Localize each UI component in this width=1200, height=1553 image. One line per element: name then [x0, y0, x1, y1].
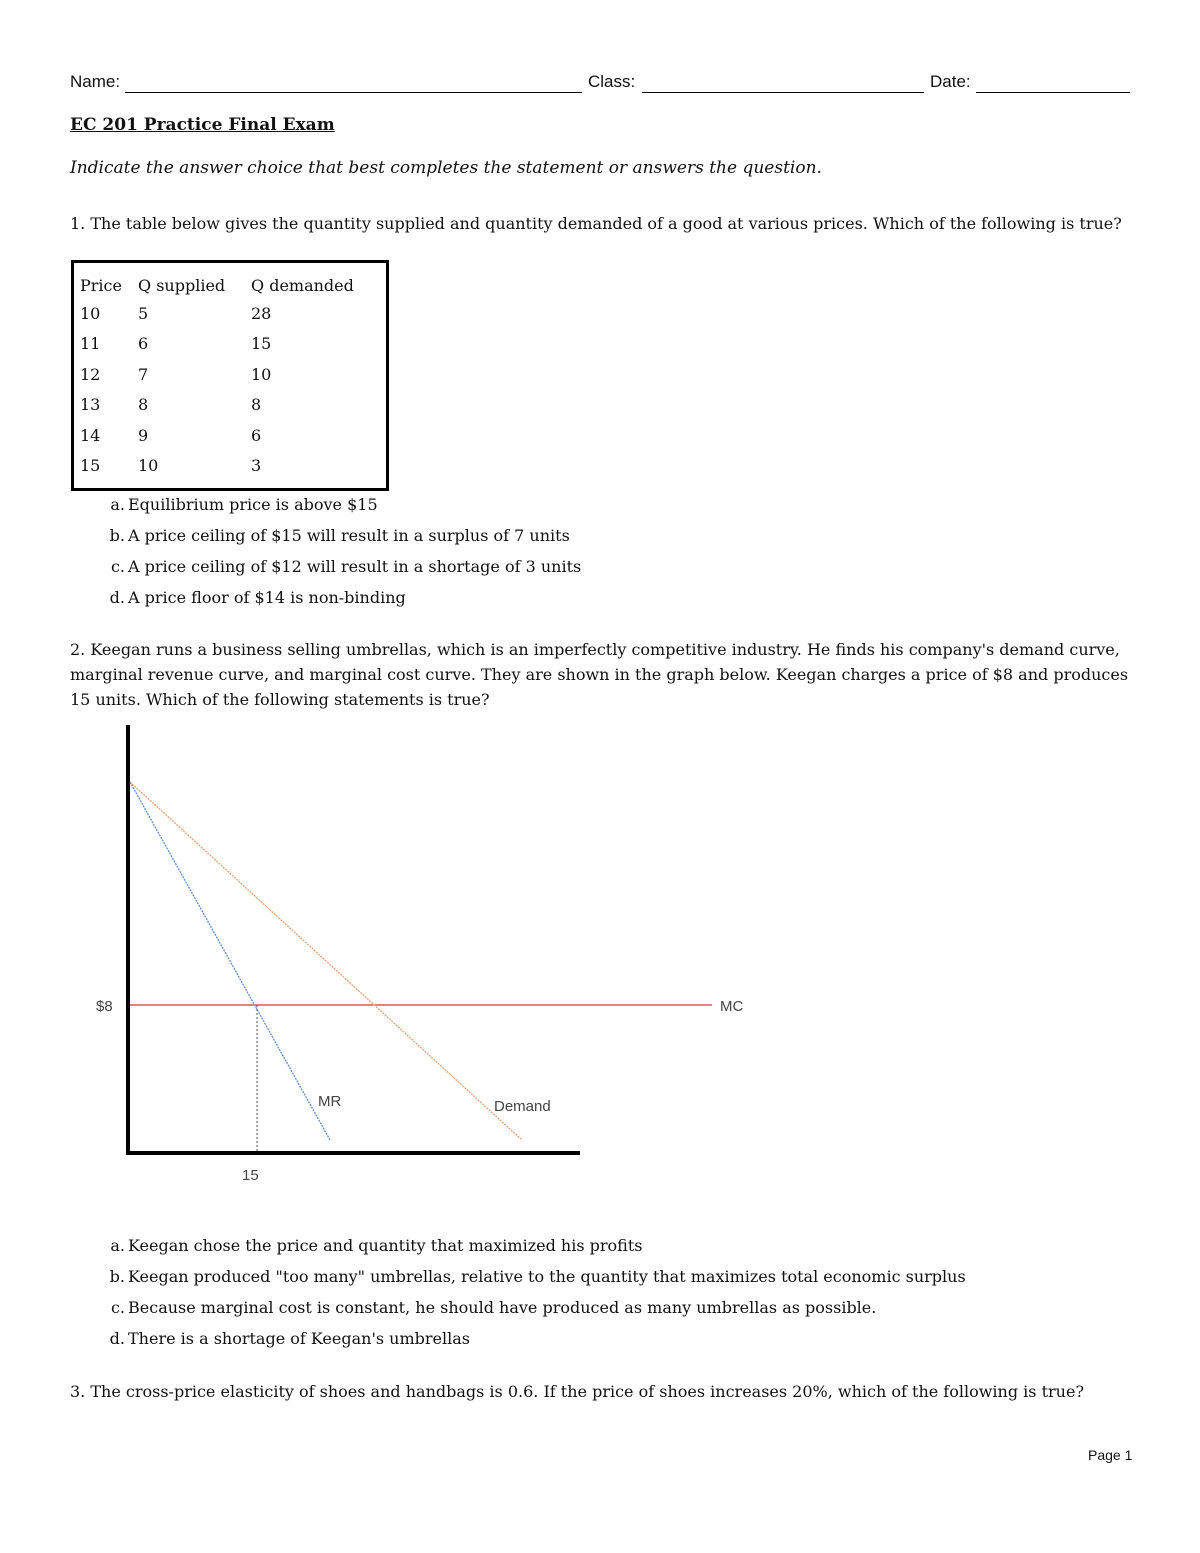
- choice-text: A price floor of $14 is non-binding: [128, 588, 406, 607]
- table-cell: 12: [80, 364, 101, 384]
- table-row: [80, 420, 354, 451]
- table-cell: 8: [138, 395, 149, 415]
- price-label: $8: [96, 998, 113, 1015]
- choice-text: Keegan produced "too many" umbrellas, relative to the quantity that maximizes total economic surplus: [128, 1267, 966, 1286]
- name-label: Name:: [70, 72, 121, 91]
- table-header-cell: Price: [80, 275, 122, 295]
- table-row: [80, 329, 354, 360]
- question-2-text: 2. Keegan runs a business selling umbrellas, which is an imperfectly competitive industry. He finds his company's demand curve, marginal revenue curve, and marginal cost curve. They are shown in the graph below. Keegan charges a price of $8 and produces 15 units. Which of the following statements is true?: [70, 640, 1129, 709]
- choice-text: Keegan chose the price and quantity that maximized his profits: [128, 1236, 643, 1255]
- exam-title: EC 201 Practice Final Exam: [70, 115, 335, 135]
- quantity-label: 15: [242, 1167, 259, 1184]
- table-cell: 10: [80, 303, 101, 323]
- class-label: Class:: [588, 72, 636, 91]
- choice-letter: a.: [110, 1236, 125, 1255]
- table-cell: 28: [251, 303, 272, 323]
- choice-letter: c.: [110, 557, 125, 576]
- table-header-cell: Q supplied: [138, 275, 226, 295]
- choice-letter: d.: [109, 588, 125, 607]
- table-cell: 14: [80, 425, 101, 445]
- choice-text: Because marginal cost is constant, he should have produced as many umbrellas as possible.: [128, 1298, 877, 1317]
- table-cell: 10: [251, 364, 272, 384]
- name-field[interactable]: [125, 92, 582, 93]
- table-cell: 3: [251, 456, 262, 476]
- page-number: Page 1: [1088, 1447, 1133, 1463]
- table-cell: 15: [80, 456, 101, 476]
- choice-letter: d.: [109, 1329, 125, 1348]
- supply-demand-table: [71, 260, 389, 491]
- table-header-cell: Q demanded: [251, 275, 354, 295]
- table-row: [80, 359, 354, 390]
- table-cell: 5: [138, 303, 149, 323]
- question-3-text: 3. The cross-price elasticity of shoes and handbags is 0.6. If the price of shoes increases 20%, which of the following is true?: [70, 1382, 1085, 1401]
- table-cell: 7: [138, 364, 149, 384]
- date-label: Date:: [930, 72, 971, 91]
- table-cell: 9: [138, 425, 149, 445]
- mr-line: [130, 782, 330, 1140]
- table-cell: 15: [251, 334, 272, 354]
- mc-label: MC: [720, 998, 744, 1015]
- class-field[interactable]: [642, 92, 924, 93]
- choice-letter: c.: [110, 1298, 125, 1317]
- choice-text: A price ceiling of $15 will result in a surplus of 7 units: [128, 526, 570, 545]
- question-1-text: 1. The table below gives the quantity supplied and quantity demanded of a good at various prices. Which of the following is true?: [70, 214, 1122, 233]
- table-header-row: [80, 272, 354, 298]
- demand-label: Demand: [494, 1098, 551, 1115]
- table-row: [80, 451, 354, 482]
- table-cell: 6: [138, 334, 149, 354]
- choice-text: Equilibrium price is above $15: [128, 495, 378, 514]
- choice-letter: a.: [110, 495, 125, 514]
- mr-label: MR: [318, 1093, 342, 1110]
- table-cell: 8: [251, 395, 262, 415]
- table-row: [80, 390, 354, 421]
- choice-letter: b.: [109, 526, 125, 545]
- choice-text: A price ceiling of $12 will result in a shortage of 3 units: [128, 557, 582, 576]
- table-cell: 11: [80, 334, 101, 354]
- date-field[interactable]: [976, 92, 1130, 93]
- demand-line: [130, 782, 522, 1140]
- choice-letter: b.: [109, 1267, 125, 1286]
- table-cell: 10: [138, 456, 159, 476]
- instructions: Indicate the answer choice that best completes the statement or answers the question.: [70, 158, 822, 178]
- table-cell: 13: [80, 395, 101, 415]
- table-cell: 6: [251, 425, 262, 445]
- student-info-header: [70, 72, 1130, 96]
- choice-text: There is a shortage of Keegan's umbrellas: [128, 1329, 470, 1348]
- market-graph: [0, 710, 800, 1200]
- table-row: [80, 298, 354, 329]
